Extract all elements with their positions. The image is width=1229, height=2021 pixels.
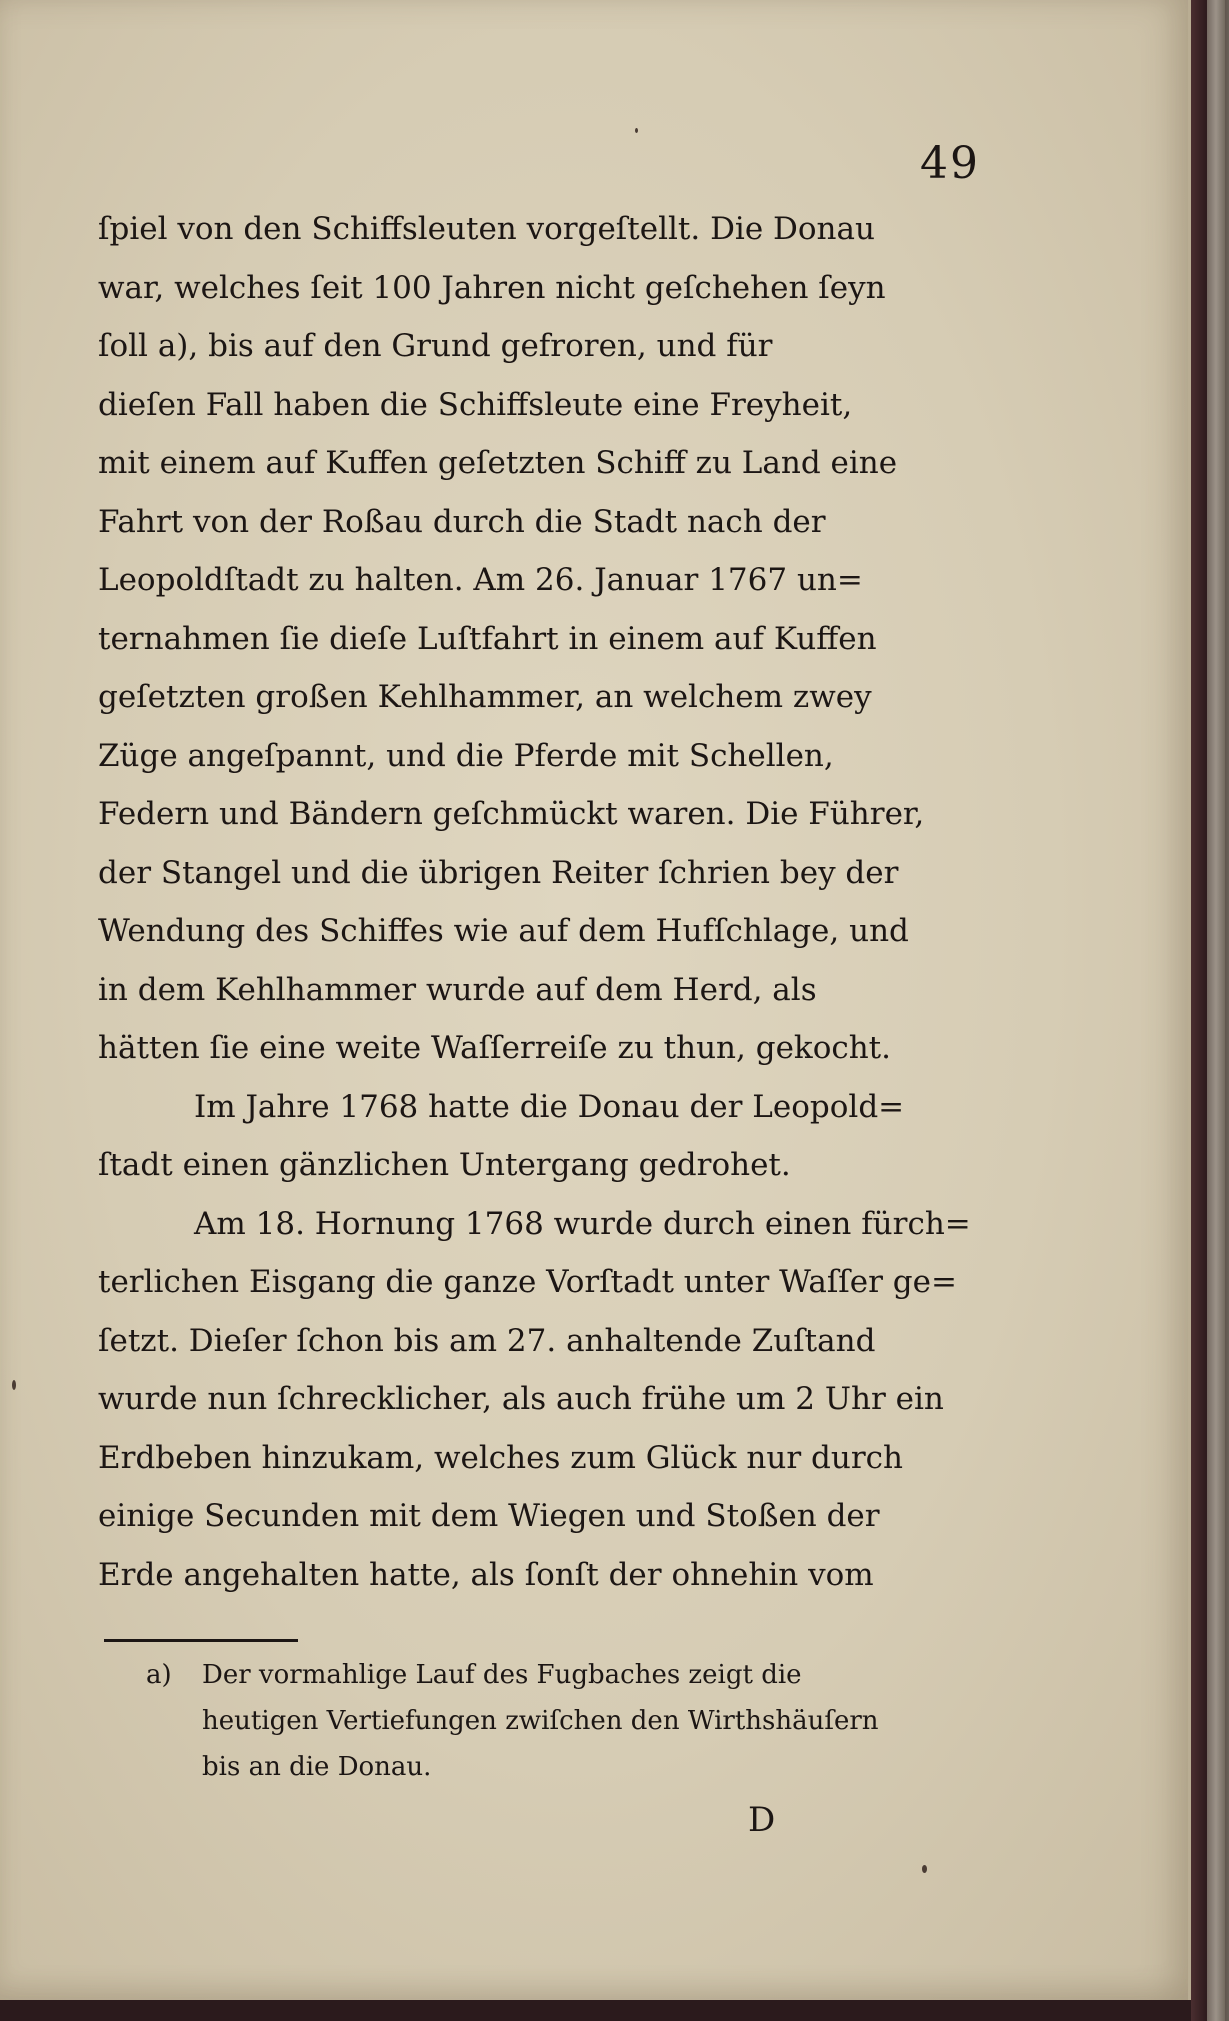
paper-speck <box>922 1865 927 1873</box>
footnote-line <box>146 1652 996 1698</box>
text-line: Erde angehalten hatte, als ſonſt der ohnehin vom <box>98 1556 874 1593</box>
footnote-text: Der vormahlige Lauf des Fugbaches zeigt die <box>202 1660 802 1690</box>
text-line: ſoll a), bis auf den Grund gefroren, und für <box>98 328 773 364</box>
footnote-marker: a) <box>146 1660 172 1690</box>
text-line: Züge angeſpannt, und die Pferde mit Schellen, <box>98 737 834 774</box>
signature-mark: D <box>748 1800 776 1840</box>
text-line: ſetzt. Dieſer ſchon bis am 27. anhaltende Zuſtand <box>98 1322 876 1359</box>
text-line: ternahmen ſie dieſe Luſtfahrt in einem auf Kuffen <box>98 620 877 657</box>
text-line: war, welches ſeit 100 Jahren nicht geſchehen ſeyn <box>98 269 886 306</box>
paragraph-start-line: Am 18. Hornung 1768 wurde durch einen fürch= <box>194 1205 971 1242</box>
text-line: mit einem auf Kuffen geſetzten Schiff zu Land eine <box>98 445 898 481</box>
paragraph-start-line: Im Jahre 1768 hatte die Donau der Leopold= <box>194 1088 905 1125</box>
text-line: in dem Kehlhammer wurde auf dem Herd, als <box>98 971 817 1008</box>
footnote-line: bis an die Donau. <box>202 1752 432 1782</box>
page-stack-edge <box>1207 0 1225 2021</box>
text-line: Fahrt von der Roßau durch die Stadt nach der <box>98 503 826 540</box>
text-line: hätten ſie eine weite Waſſerreiſe zu thun, gekocht. <box>98 1030 891 1066</box>
text-line: geſetzten großen Kehlhammer, an welchem zwey <box>98 679 872 715</box>
text-line: Erdbeben hinzukam, welches zum Glück nur durch <box>98 1439 903 1476</box>
text-line: ſpiel von den Schiffsleuten vorgeſtellt. Die Donau <box>98 211 875 247</box>
text-line: der Stangel und die übrigen Reiter ſchrien bey der <box>98 854 899 891</box>
text-line: einige Secunden mit dem Wiegen und Stoßen der <box>98 1498 880 1534</box>
text-line: Wendung des Schiffes wie auf dem Hufſchlage, und <box>98 913 909 949</box>
footnote-line: heutigen Vertiefungen zwiſchen den Wirthshäuſern <box>202 1706 879 1736</box>
paper-speck <box>12 1380 16 1390</box>
text-line: dieſen Fall haben die Schiffsleute eine Freyheit, <box>98 386 853 423</box>
footnote <box>146 1652 996 1790</box>
footnote-rule <box>104 1639 298 1642</box>
text-line: terlichen Eisgang die ganze Vorſtadt unter Waſſer ge= <box>98 1264 957 1300</box>
text-line: ſtadt einen gänzlichen Untergang gedrohet. <box>98 1147 791 1183</box>
body-text <box>98 200 978 1604</box>
page-number: 49 <box>920 138 980 189</box>
text-line: Leopoldſtadt zu halten. Am 26. Januar 1767 un= <box>98 562 863 598</box>
paper-speck <box>635 128 638 133</box>
text-line: Federn und Bändern geſchmückt waren. Die Führer, <box>98 796 925 832</box>
text-line: wurde nun ſchrecklicher, als auch frühe um 2 Uhr ein <box>98 1381 944 1417</box>
